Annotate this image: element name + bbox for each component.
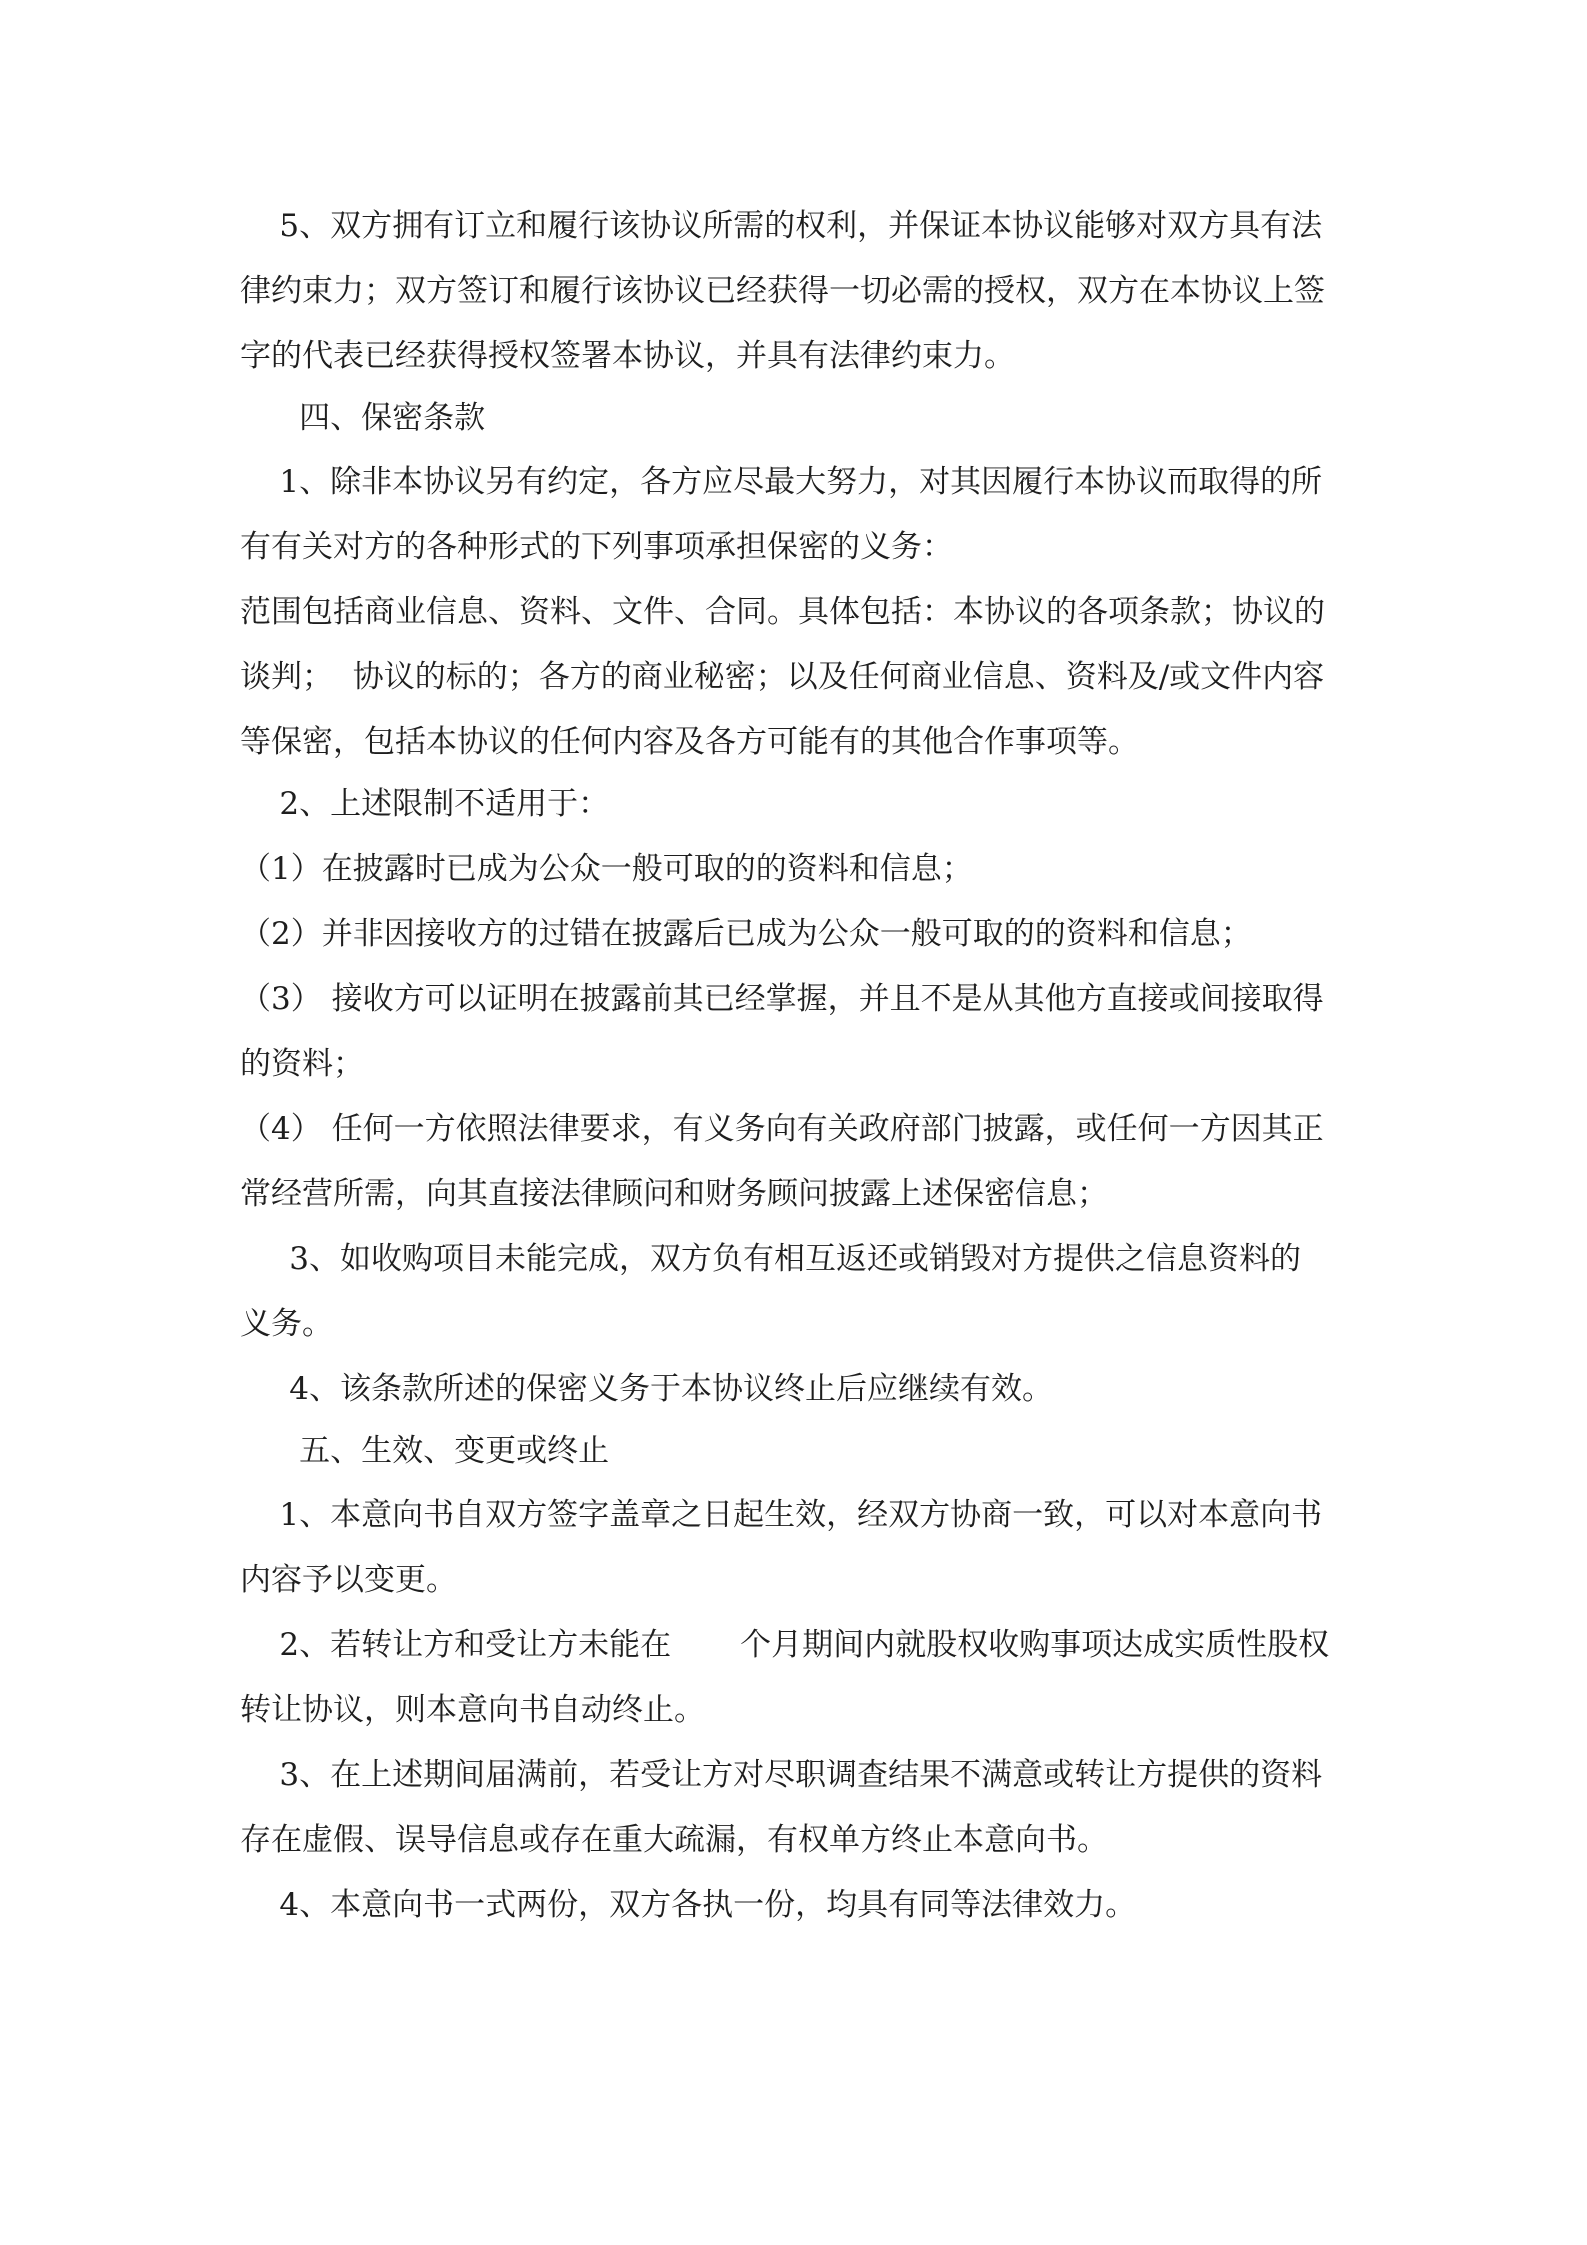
text-line: （3） 接收方可以证明在披露前其已经掌握，并且不是从其他方直接或间接取得: [240, 981, 1324, 1017]
text-line: （4） 任何一方依照法律要求，有义务向有关政府部门披露，或任何一方因其正: [240, 1111, 1324, 1147]
text-line: 等保密，包括本协议的任何内容及各方可能有的其他合作事项等。: [240, 724, 1139, 760]
text-line: 1、本意向书自双方签字盖章之日起生效，经双方协商一致，可以对本意向书: [240, 1497, 1323, 1533]
text-line: 范围包括商业信息、资料、文件、合同。具体包括：本协议的各项条款；协议的: [240, 594, 1325, 630]
text-line: 4、本意向书一式两份，双方各执一份，均具有同等法律效力。: [240, 1887, 1137, 1923]
section-heading: 五、生效、变更或终止: [240, 1433, 610, 1469]
text-line: 的资料；: [240, 1046, 364, 1082]
text-line: 存在虚假、误导信息或存在重大疏漏，有权单方终止本意向书。: [240, 1822, 1108, 1858]
text-line: 转让协议，则本意向书自动终止。: [240, 1692, 705, 1728]
text-line: 3、如收购项目未能完成，双方负有相互返还或销毁对方提供之信息资料的: [240, 1241, 1301, 1277]
text-line: 2、若转让方和受让方未能在 个月期间内就股权收购事项达成实质性股权: [240, 1627, 1330, 1663]
text-line: 内容予以变更。: [240, 1562, 457, 1598]
text-line: 1、除非本协议另有约定，各方应尽最大努力，对其因履行本协议而取得的所: [240, 464, 1323, 500]
text-line: 常经营所需，向其直接法律顾问和财务顾问披露上述保密信息；: [240, 1176, 1108, 1212]
text-line: 3、在上述期间届满前，若受让方对尽职调查结果不满意或转让方提供的资料: [240, 1757, 1323, 1793]
text-line: 5、双方拥有订立和履行该协议所需的权利，并保证本协议能够对双方具有法: [240, 208, 1323, 244]
text-line: 2、上述限制不适用于：: [240, 786, 610, 822]
text-line: （2）并非因接收方的过错在披露后已成为公众一般可取的的资料和信息；: [240, 916, 1252, 952]
text-line: 字的代表已经获得授权签署本协议，并具有法律约束力。: [240, 338, 1015, 374]
section-heading: 四、保密条款: [240, 400, 486, 436]
text-line: 有有关对方的各种形式的下列事项承担保密的义务：: [240, 529, 953, 565]
text-line: （1）在披露时已成为公众一般可取的的资料和信息；: [240, 851, 973, 887]
text-line: 义务。: [240, 1306, 333, 1342]
text-line: 谈判； 协议的标的；各方的商业秘密；以及任何商业信息、资料及/或文件内容: [240, 659, 1325, 695]
text-line: 律约束力；双方签订和履行该协议已经获得一切必需的授权，双方在本协议上签: [240, 273, 1325, 309]
text-line: 4、该条款所述的保密义务于本协议终止后应继续有效。: [240, 1371, 1053, 1407]
